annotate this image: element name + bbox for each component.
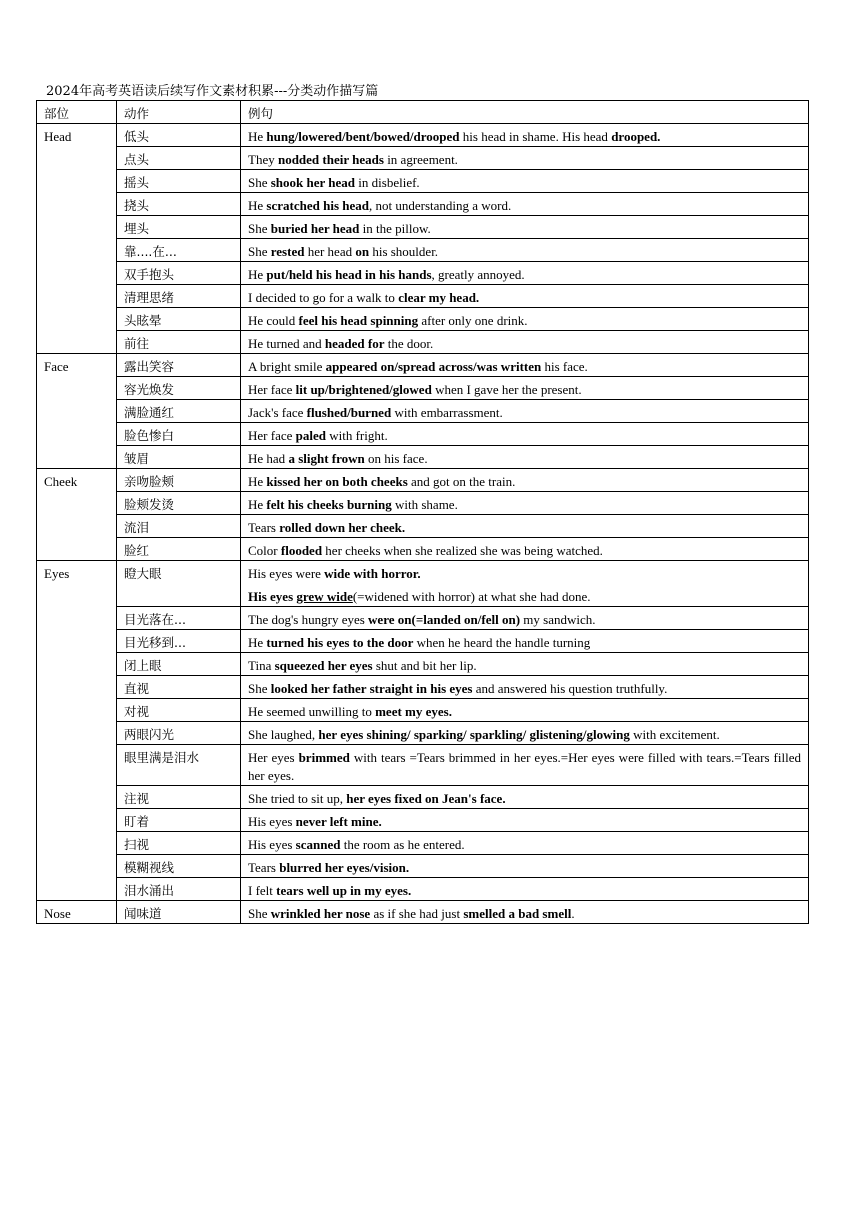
- action-cell: 皱眉: [117, 446, 241, 469]
- example-phrase-bold: blurred her eyes/vision.: [279, 860, 410, 875]
- example-text: He had: [248, 451, 289, 466]
- example-phrase-bold: flooded: [280, 543, 323, 558]
- example-phrase-bold: headed for: [324, 336, 385, 351]
- example-text: His eyes were: [248, 566, 325, 581]
- example-cell: [241, 786, 809, 809]
- example-text: as if she had just: [370, 906, 464, 921]
- action-cell: 满脸通红: [117, 400, 241, 423]
- header-part: 部位: [37, 101, 117, 124]
- example-phrase-bold: brimmed: [298, 750, 350, 765]
- example-phrase-bold: her eyes fixed on Jean's face.: [346, 791, 506, 806]
- table-header-row: [37, 101, 809, 124]
- example-cell: [241, 400, 809, 423]
- example-phrase-bold: on: [355, 244, 370, 259]
- table-row: [37, 699, 809, 722]
- table-row: [37, 423, 809, 446]
- example-text: his face.: [541, 359, 588, 374]
- table-row: [37, 561, 809, 607]
- table-row: [37, 354, 809, 377]
- example-text: Her face: [248, 428, 296, 443]
- example-text: my sandwich.: [520, 612, 596, 627]
- action-cell: 闻味道: [117, 901, 241, 924]
- example-text: He: [248, 267, 267, 282]
- example-text: He seemed unwilling to: [248, 704, 376, 719]
- part-cell-head: Head: [37, 124, 117, 354]
- document-title: 2024年高考英语读后续写作文素材积累---分类动作描写篇: [46, 84, 379, 99]
- table-row: [37, 901, 809, 924]
- example-text: He: [248, 497, 267, 512]
- example-cell: [241, 262, 809, 285]
- example-text: A bright smile: [248, 359, 326, 374]
- example-phrase-bold: drooped.: [611, 129, 661, 144]
- action-cell: 模糊视线: [117, 855, 241, 878]
- table-row: [37, 216, 809, 239]
- action-cell: 双手抱头: [117, 262, 241, 285]
- vocabulary-table: [36, 100, 809, 924]
- header-example: 例句: [241, 101, 809, 124]
- example-text: He could: [248, 313, 299, 328]
- example-cell: [241, 492, 809, 515]
- action-cell: 目光落在...: [117, 607, 241, 630]
- example-phrase-bold: tears well up in my eyes.: [276, 883, 412, 898]
- example-text: .: [571, 906, 575, 921]
- part-cell-cheek: Cheek: [37, 469, 117, 561]
- table-row: [37, 538, 809, 561]
- example-text: She laughed,: [248, 727, 319, 742]
- example-text: after only one drink.: [418, 313, 528, 328]
- table-row: [37, 147, 809, 170]
- example-phrase-bold: her eyes shining/ sparking/ sparkling/ glistening/glowing: [318, 727, 630, 742]
- action-cell: 低头: [117, 124, 241, 147]
- example-cell: [241, 331, 809, 354]
- example-cell: [241, 377, 809, 400]
- example-phrase-bold: rolled down her cheek.: [279, 520, 406, 535]
- example-phrase-bold: scratched his head: [266, 198, 369, 213]
- example-text: , greatly annoyed.: [431, 267, 525, 282]
- example-line: [248, 588, 801, 606]
- example-text: I decided to go for a walk to: [248, 290, 399, 305]
- example-phrase-bold: buried her head: [270, 221, 360, 236]
- example-cell: [241, 423, 809, 446]
- example-phrase-bold: meet my eyes.: [375, 704, 452, 719]
- action-cell: 埋头: [117, 216, 241, 239]
- example-phrase-bold: were on(=landed on/fell on): [368, 612, 521, 627]
- example-phrase-bold: squeezed her eyes: [274, 658, 373, 673]
- example-cell: [241, 832, 809, 855]
- example-text: She: [248, 906, 271, 921]
- table-row: [37, 878, 809, 901]
- table-row: [37, 262, 809, 285]
- example-text: , not understanding a word.: [368, 198, 512, 213]
- example-phrase-bold: wrinkled her nose: [270, 906, 371, 921]
- action-cell: 容光焕发: [117, 377, 241, 400]
- part-cell-nose: Nose: [37, 901, 117, 924]
- action-cell: 靠....在...: [117, 239, 241, 262]
- example-text: His eyes: [248, 814, 296, 829]
- example-text: She tried to sit up,: [248, 791, 347, 806]
- example-text: Tina: [248, 658, 275, 673]
- table-row: [37, 809, 809, 832]
- action-cell: 脸色惨白: [117, 423, 241, 446]
- example-cell: [241, 124, 809, 147]
- action-cell: 流泪: [117, 515, 241, 538]
- example-phrase-bold: never left mine.: [295, 814, 382, 829]
- action-cell: 脸颊发烫: [117, 492, 241, 515]
- example-phrase-bold: feel his head spinning: [298, 313, 419, 328]
- example-text: shut and bit her lip.: [372, 658, 477, 673]
- part-cell-eyes: Eyes: [37, 561, 117, 901]
- example-cell: [241, 809, 809, 832]
- example-cell: [241, 745, 809, 786]
- example-text: her cheeks when she realized she was being watched.: [322, 543, 603, 558]
- action-cell: 直视: [117, 676, 241, 699]
- example-phrase-bold: shook her head: [270, 175, 356, 190]
- example-cell: [241, 193, 809, 216]
- example-phrase-bold: turned his eyes to the door: [266, 635, 414, 650]
- example-phrase-bold: looked her father straight in his eyes: [270, 681, 473, 696]
- example-text: the door.: [384, 336, 434, 351]
- table-row: [37, 239, 809, 262]
- example-text: The dog's hungry eyes: [248, 612, 369, 627]
- action-cell: 挠头: [117, 193, 241, 216]
- action-cell: 摇头: [117, 170, 241, 193]
- example-phrase-bold: scanned: [295, 837, 341, 852]
- example-cell: [241, 676, 809, 699]
- action-cell: 扫视: [117, 832, 241, 855]
- example-line: [248, 566, 421, 581]
- example-cell: [241, 446, 809, 469]
- action-cell: 两眼闪光: [117, 722, 241, 745]
- table-row: [37, 400, 809, 423]
- example-cell: [241, 653, 809, 676]
- action-cell: 前往: [117, 331, 241, 354]
- action-cell: 露出笑容: [117, 354, 241, 377]
- example-text: in the pillow.: [359, 221, 431, 236]
- example-phrase-bold: His eyes: [248, 589, 297, 604]
- example-text: He: [248, 198, 267, 213]
- example-text: Her eyes: [248, 750, 299, 765]
- example-cell: [241, 354, 809, 377]
- example-text: the room as he entered.: [340, 837, 465, 852]
- example-text: She: [248, 244, 271, 259]
- example-text: on his face.: [364, 451, 428, 466]
- table-row: [37, 446, 809, 469]
- example-phrase-bold: a slight frown: [288, 451, 365, 466]
- table-row: [37, 469, 809, 492]
- example-text: and answered his question truthfully.: [472, 681, 668, 696]
- example-cell: [241, 561, 809, 607]
- example-phrase-bold: appeared on/spread across/was written: [325, 359, 542, 374]
- example-cell: [241, 630, 809, 653]
- example-cell: [241, 901, 809, 924]
- table-row: [37, 653, 809, 676]
- example-phrase-bold: lit up/brightened/glowed: [295, 382, 432, 397]
- example-text: with shame.: [391, 497, 458, 512]
- action-cell: 瞪大眼: [117, 561, 241, 607]
- example-phrase-bold: wide with horror.: [324, 566, 421, 581]
- example-text: with embarrassment.: [391, 405, 503, 420]
- action-cell: 对视: [117, 699, 241, 722]
- example-cell: [241, 308, 809, 331]
- example-text: (=widened with horror) at what she had done.: [352, 589, 591, 604]
- header-action: 动作: [117, 101, 241, 124]
- example-text: and got on the train.: [407, 474, 516, 489]
- table-row: [37, 285, 809, 308]
- action-cell: 泪水涌出: [117, 878, 241, 901]
- table-row: [37, 832, 809, 855]
- example-text: I felt: [248, 883, 277, 898]
- example-cell: [241, 538, 809, 561]
- example-text: Tears: [248, 860, 280, 875]
- example-text: with fright.: [325, 428, 388, 443]
- example-text: in disbelief.: [355, 175, 420, 190]
- example-phrase-bold: hung/lowered/bent/bowed/drooped: [266, 129, 460, 144]
- example-phrase-bold: paled: [295, 428, 326, 443]
- example-text: He: [248, 129, 267, 144]
- example-cell: [241, 469, 809, 492]
- example-text: He: [248, 474, 267, 489]
- example-phrase-bold: felt his cheeks burning: [266, 497, 392, 512]
- table-row: [37, 170, 809, 193]
- example-text: His eyes: [248, 837, 296, 852]
- action-cell: 脸红: [117, 538, 241, 561]
- action-cell: 亲吻脸颊: [117, 469, 241, 492]
- table-row: [37, 630, 809, 653]
- example-text: They: [248, 152, 278, 167]
- action-cell: 盯着: [117, 809, 241, 832]
- action-cell: 目光移到...: [117, 630, 241, 653]
- example-text: Color: [248, 543, 281, 558]
- example-cell: [241, 170, 809, 193]
- action-cell: 闭上眼: [117, 653, 241, 676]
- example-text: in agreement.: [383, 152, 458, 167]
- example-cell: [241, 239, 809, 262]
- example-text: when he heard the handle turning: [413, 635, 591, 650]
- example-phrase-bold: put/held his head in his hands: [266, 267, 432, 282]
- example-text: Her face: [248, 382, 296, 397]
- example-cell: [241, 147, 809, 170]
- example-phrase-bold: rested: [270, 244, 305, 259]
- example-text: He turned and: [248, 336, 325, 351]
- example-cell: [241, 722, 809, 745]
- table-row: [37, 607, 809, 630]
- part-cell-face: Face: [37, 354, 117, 469]
- example-text: She: [248, 681, 271, 696]
- example-cell: [241, 607, 809, 630]
- action-cell: 清理思绪: [117, 285, 241, 308]
- example-text: Jack's face: [248, 405, 307, 420]
- example-phrase-bold: nodded their heads: [277, 152, 384, 167]
- example-cell: [241, 216, 809, 239]
- example-text: his shoulder.: [369, 244, 439, 259]
- action-cell: 点头: [117, 147, 241, 170]
- example-text: his head in shame. His head: [459, 129, 612, 144]
- example-phrase-bold: flushed/burned: [306, 405, 392, 420]
- example-cell: [241, 515, 809, 538]
- table-row: [37, 124, 809, 147]
- table-row: [37, 745, 809, 786]
- table-row: [37, 786, 809, 809]
- table-row: [37, 377, 809, 400]
- example-text: when I gave her the present.: [431, 382, 582, 397]
- table-row: [37, 193, 809, 216]
- example-phrase-bold: smelled a bad smell: [463, 906, 572, 921]
- example-text: She: [248, 175, 271, 190]
- table-row: [37, 492, 809, 515]
- example-phrase-bold: clear my head.: [398, 290, 480, 305]
- example-text: with tears =Tears brimmed in her eyes.=Her eyes were filled with tears.=Tears filled her eyes.: [248, 750, 801, 783]
- table-row: [37, 855, 809, 878]
- example-text: He: [248, 635, 267, 650]
- example-cell: [241, 285, 809, 308]
- table-row: [37, 331, 809, 354]
- table-row: [37, 676, 809, 699]
- table-row: [37, 515, 809, 538]
- example-text: Tears: [248, 520, 280, 535]
- example-cell: [241, 699, 809, 722]
- table-row: [37, 308, 809, 331]
- example-text: with excitement.: [629, 727, 720, 742]
- example-text: her head: [304, 244, 356, 259]
- action-cell: 头眩晕: [117, 308, 241, 331]
- action-cell: 眼里满是泪水: [117, 745, 241, 786]
- table-row: [37, 722, 809, 745]
- example-phrase-bold: kissed her on both cheeks: [266, 474, 408, 489]
- action-cell: 注视: [117, 786, 241, 809]
- example-text: She: [248, 221, 271, 236]
- example-phrase-bold: grew wide: [296, 589, 353, 604]
- example-cell: [241, 855, 809, 878]
- example-cell: [241, 878, 809, 901]
